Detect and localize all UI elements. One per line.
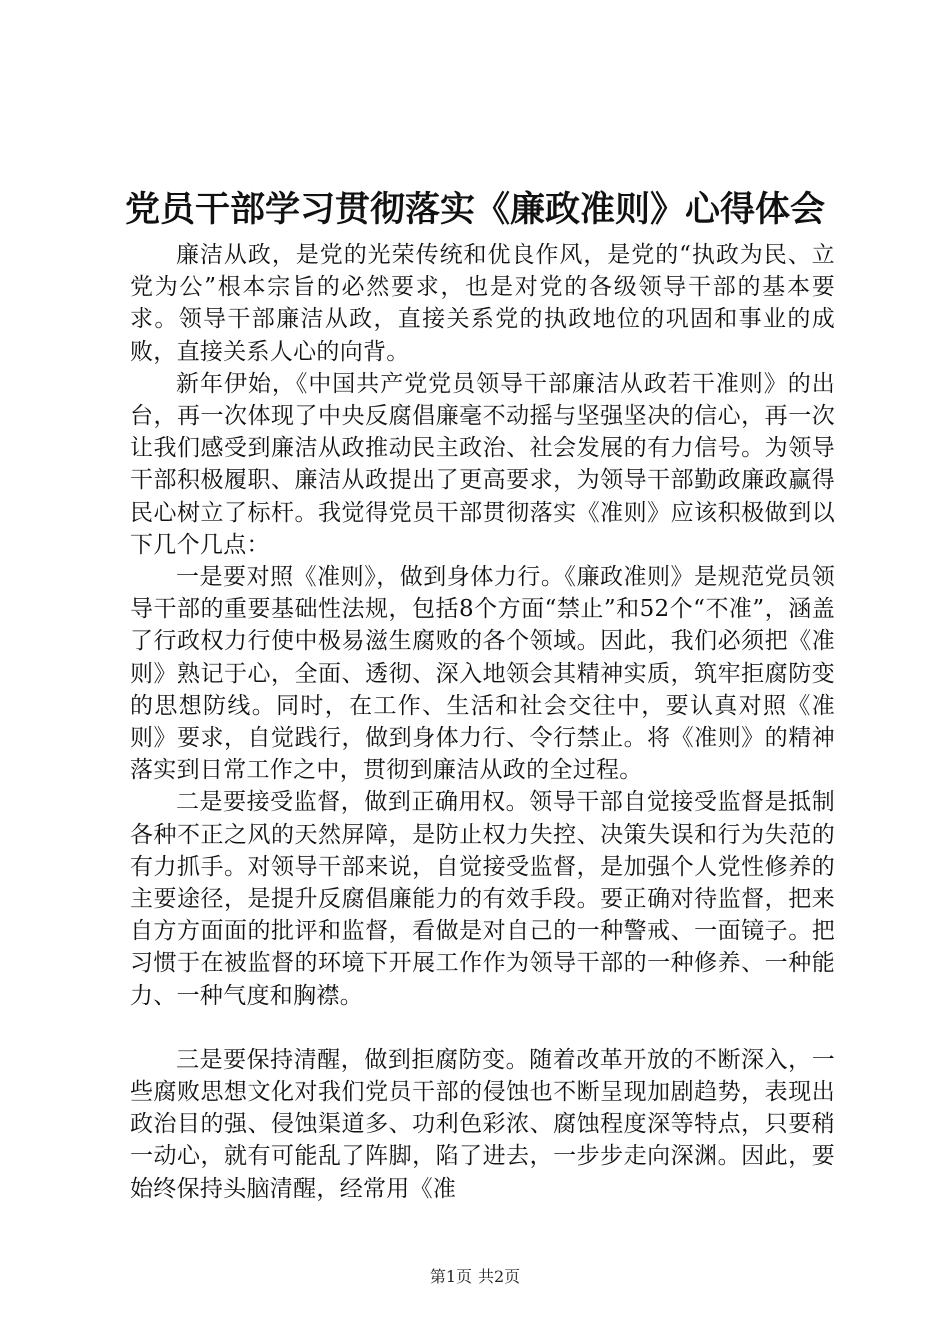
page-total: 共2页 bbox=[478, 1267, 521, 1286]
paragraph-1: 廉洁从政，是党的光荣传统和优良作风，是党的“执政为民、立党为公”根本宗旨的必然要求，也是对党的各级领导干部的基本要求。领导干部廉洁从政，直接关系党的执政地位的巩固和事业的成败，直接关系人心的向背。 bbox=[130, 242, 835, 365]
page-footer bbox=[0, 1267, 950, 1287]
paragraph-4: 二是要接受监督，做到正确用权。领导干部自觉接受监督是抵制各种不正之风的天然屏障，是防止权力失控、决策失误和行为失范的有力抓手。对领导干部来说，自觉接受监督，是加强个人党性修养的主要途径，是提升反腐倡廉能力的有效手段。要正确对待监督，把来自方方面面的批评和监督，看做是对自己的一种警戒、一面镜子。把习惯于在被监督的环境下开展工作作为领导干部的一种修养、一种能力、一种气度和胸襟。 bbox=[130, 789, 835, 1009]
page-number: 第1页 bbox=[429, 1267, 472, 1286]
paragraph-2: 新年伊始，《中国共产党党员领导干部廉洁从政若干准则》的出台，再一次体现了中央反腐倡廉毫不动摇与坚强坚决的信心，再一次让我们感受到廉洁从政推动民主政治、社会发展的有力信号。为领导干部积极履职、廉洁从政提出了更高要求，为领导干部勤政廉政赢得民心树立了标杆。我觉得党员干部贯彻落实《准则》应该积极做到以下几个几点： bbox=[130, 370, 835, 558]
paragraph-3: 一是要对照《准则》，做到身体力行。《廉政准则》是规范党员领导干部的重要基础性法规，包括8个方面“禁止”和52个“不准”，涵盖了行政权力行使中极易滋生腐败的各个领域。因此，我们必须把《准则》熟记于心，全面、透彻、深入地领会其精神实质，筑牢拒腐防变的思想防线。同时，在工作、生活和社会交往中，要认真对照《准则》要求，自觉践行，做到身体力行、令行禁止。将《准则》的精神落实到日常工作之中，贯彻到廉洁从政的全过程。 bbox=[130, 564, 835, 784]
document-title: 党员干部学习贯彻落实《廉政准则》心得体会 bbox=[125, 189, 826, 230]
paragraph-5: 三是要保持清醒，做到拒腐防变。随着改革开放的不断深入，一些腐败思想文化对我们党员干部的侵蚀也不断呈现加剧趋势，表现出政治目的强、侵蚀渠道多、功利色彩浓、腐蚀程度深等特点，只要稍一动心，就有可能乱了阵脚，陷了进去，一步步走向深渊。因此，要始终保持头脑清醒，经常用《准 bbox=[130, 1046, 835, 1202]
document-body bbox=[130, 239, 835, 1205]
